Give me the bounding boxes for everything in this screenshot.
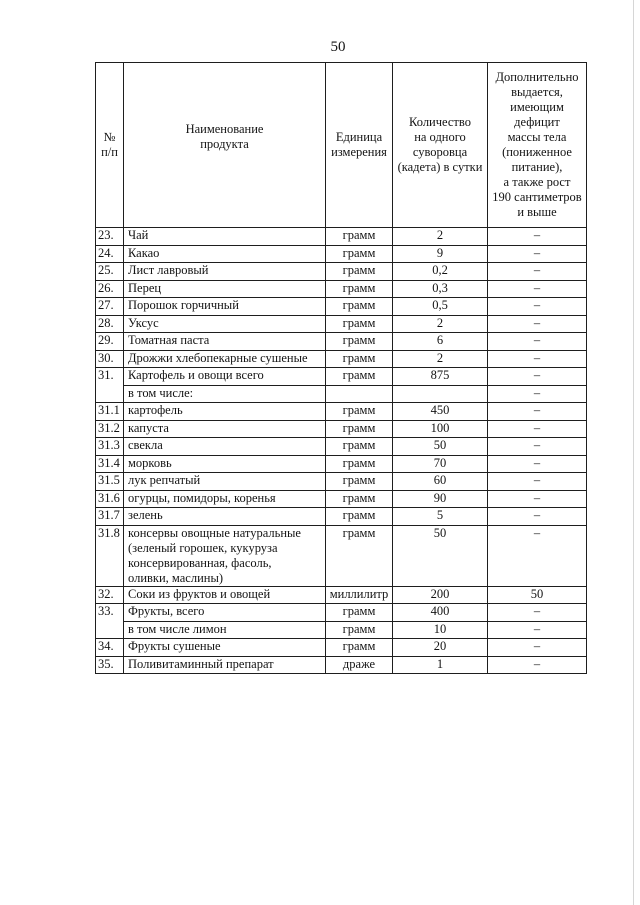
table-row [96,656,587,674]
cell-number: 25. [96,263,124,281]
cell-unit: грамм [326,420,393,438]
cell-number: 35. [96,656,124,674]
header-num: № п/п [96,63,124,228]
cell-quantity: 5 [393,508,488,526]
cell-quantity: 90 [393,490,488,508]
table-row [96,438,587,456]
cell-product-name: в том числе: [124,385,326,403]
cell-additional: – [488,420,587,438]
header-name: Наименование продукта [124,63,326,228]
table-row [96,508,587,526]
cell-product-name: Дрожжи хлебопекарные сушеные [124,350,326,368]
cell-additional: – [488,525,587,586]
cell-additional: – [488,245,587,263]
cell-quantity: 2 [393,315,488,333]
cell-number: 33. [96,604,124,639]
cell-quantity: 0,2 [393,263,488,281]
cell-additional: – [488,385,587,403]
header-quantity: Количество на одного суворовца (кадета) в сутки [393,63,488,228]
table-row [96,350,587,368]
cell-unit: грамм [326,315,393,333]
cell-quantity: 2 [393,228,488,246]
cell-additional: – [488,621,587,639]
cell-quantity: 50 [393,525,488,586]
cell-unit: грамм [326,403,393,421]
cell-number: 31.4 [96,455,124,473]
cell-additional: – [488,438,587,456]
cell-additional: 50 [488,586,587,604]
table-row [96,245,587,263]
cell-additional: – [488,333,587,351]
cell-additional: – [488,315,587,333]
cell-unit: грамм [326,455,393,473]
cell-additional: – [488,350,587,368]
table-row [96,586,587,604]
cell-number: 31.7 [96,508,124,526]
cell-unit: грамм [326,245,393,263]
cell-unit: грамм [326,228,393,246]
cell-unit: грамм [326,525,393,586]
table-row [96,385,587,403]
cell-product-name: Перец [124,280,326,298]
cell-unit: грамм [326,333,393,351]
cell-additional: – [488,639,587,657]
cell-quantity: 100 [393,420,488,438]
cell-product-name: морковь [124,455,326,473]
cell-quantity: 0,5 [393,298,488,316]
cell-quantity: 0,3 [393,280,488,298]
cell-product-name: свекла [124,438,326,456]
header-unit: Единица измерения [326,63,393,228]
cell-number: 29. [96,333,124,351]
table-row [96,604,587,622]
table-row [96,333,587,351]
cell-product-name: Фрукты, всего [124,604,326,622]
cell-unit: грамм [326,280,393,298]
cell-product-name: Порошок горчичный [124,298,326,316]
cell-unit: грамм [326,368,393,386]
cell-quantity: 450 [393,403,488,421]
cell-quantity: 20 [393,639,488,657]
cell-product-name: Уксус [124,315,326,333]
cell-additional: – [488,368,587,386]
cell-additional: – [488,228,587,246]
cell-number: 31.1 [96,403,124,421]
cell-unit: грамм [326,639,393,657]
table-row [96,525,587,586]
cell-unit [326,385,393,403]
cell-unit: грамм [326,438,393,456]
cell-additional: – [488,263,587,281]
page-number: 50 [330,39,346,55]
table-row [96,263,587,281]
cell-product-name: Поливитаминный препарат [124,656,326,674]
cell-quantity: 400 [393,604,488,622]
cell-number: 31.5 [96,473,124,491]
table-row [96,473,587,491]
cell-number: 31. [96,368,124,403]
cell-unit: грамм [326,350,393,368]
cell-unit: грамм [326,490,393,508]
cell-number: 28. [96,315,124,333]
cell-unit: грамм [326,604,393,622]
cell-quantity: 1 [393,656,488,674]
cell-product-name: капуста [124,420,326,438]
table-header [96,63,587,228]
scan-edge [633,0,634,905]
cell-product-name: зелень [124,508,326,526]
cell-quantity: 200 [393,586,488,604]
table-row [96,455,587,473]
cell-additional: – [488,455,587,473]
cell-unit: грамм [326,298,393,316]
cell-product-name: картофель [124,403,326,421]
table-row [96,420,587,438]
table-row [96,490,587,508]
header-additional: Дополнительно выдается, имеющим дефицит массы тела (пониженное питание), а также рост 190 сантиметров и выше [488,63,587,228]
table-row [96,403,587,421]
cell-product-name: лук репчатый [124,473,326,491]
table-row [96,228,587,246]
cell-product-name: Фрукты сушеные [124,639,326,657]
cell-product-name: Чай [124,228,326,246]
cell-quantity: 9 [393,245,488,263]
cell-additional: – [488,656,587,674]
cell-quantity: 10 [393,621,488,639]
cell-additional: – [488,473,587,491]
table-row [96,280,587,298]
header-row [96,63,587,228]
cell-additional: – [488,403,587,421]
cell-number: 26. [96,280,124,298]
cell-quantity [393,385,488,403]
cell-number: 31.8 [96,525,124,586]
cell-number: 24. [96,245,124,263]
cell-number: 30. [96,350,124,368]
cell-additional: – [488,280,587,298]
cell-quantity: 50 [393,438,488,456]
cell-quantity: 6 [393,333,488,351]
cell-product-name: в том числе лимон [124,621,326,639]
cell-product-name: консервы овощные натуральные (зеленый горошек, кукуруза консервированная, фасоль, оливки, маслины) [124,525,326,586]
cell-quantity: 70 [393,455,488,473]
cell-quantity: 875 [393,368,488,386]
table-row [96,298,587,316]
table-row [96,368,587,386]
table-row [96,621,587,639]
table-row [96,315,587,333]
cell-additional: – [488,508,587,526]
cell-unit: миллилитр [326,586,393,604]
cell-product-name: Лист лавровый [124,263,326,281]
cell-additional: – [488,604,587,622]
table-row [96,639,587,657]
cell-unit: грамм [326,263,393,281]
cell-product-name: огурцы, помидоры, коренья [124,490,326,508]
cell-quantity: 2 [393,350,488,368]
cell-product-name: Какао [124,245,326,263]
table-body [96,228,587,674]
cell-product-name: Соки из фруктов и овощей [124,586,326,604]
cell-number: 27. [96,298,124,316]
cell-number: 31.6 [96,490,124,508]
cell-product-name: Томатная паста [124,333,326,351]
cell-unit: драже [326,656,393,674]
cell-number: 31.3 [96,438,124,456]
cell-number: 31.2 [96,420,124,438]
cell-quantity: 60 [393,473,488,491]
cell-unit: грамм [326,473,393,491]
cell-number: 23. [96,228,124,246]
cell-number: 32. [96,586,124,604]
cell-unit: грамм [326,621,393,639]
cell-number: 34. [96,639,124,657]
cell-unit: грамм [326,508,393,526]
cell-additional: – [488,490,587,508]
cell-additional: – [488,298,587,316]
norms-table [95,62,587,674]
cell-product-name: Картофель и овощи всего [124,368,326,386]
